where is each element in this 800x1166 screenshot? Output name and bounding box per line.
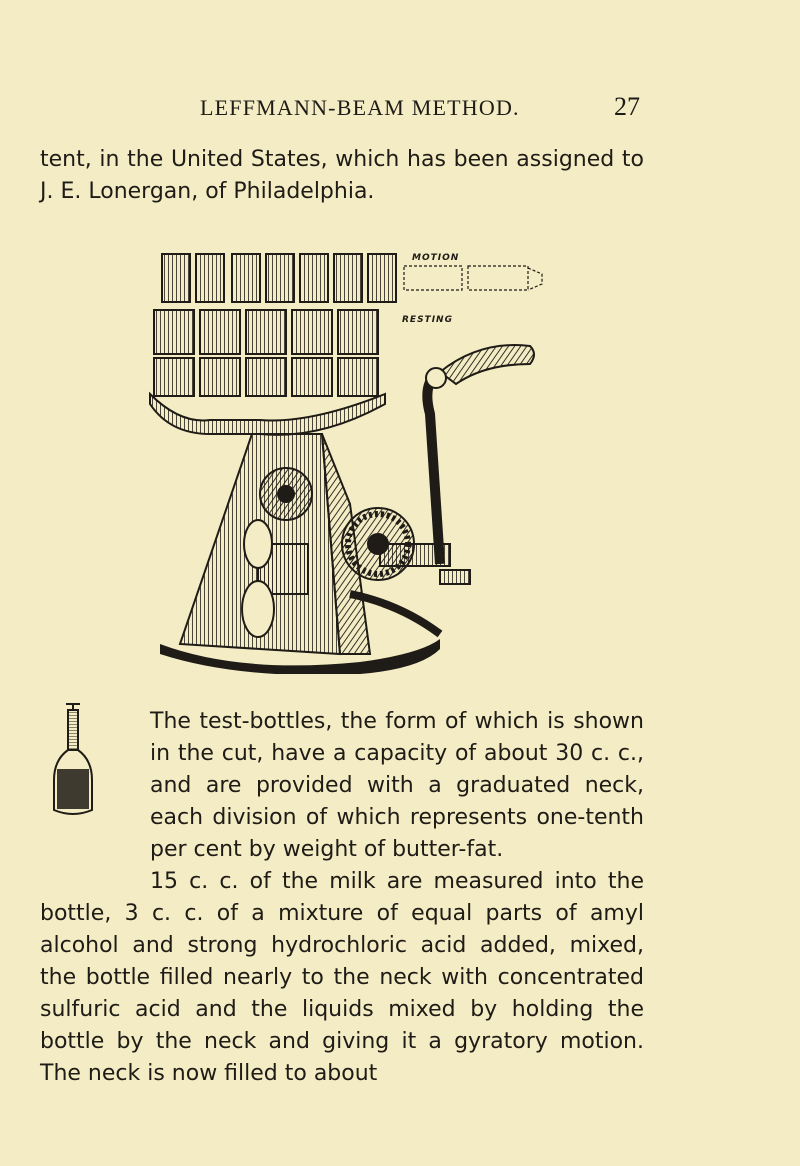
bottle-holders-middle [154,310,378,396]
label-motion: MOTION [412,253,460,263]
bottle-holders-top [162,254,396,302]
paragraph-intro: tent, in the United States, which has been assigned to J. E. Lonergan, of Philadelphia. [40,147,644,204]
running-title: LEFFMANN-BEAM METHOD. [200,95,520,120]
motion-outline [404,266,542,290]
centrifuge-machine-illustration [140,244,550,674]
crank-handle [426,345,534,564]
running-head [200,92,640,122]
paragraph-procedure: 15 c. c. of the milk are measured into the bottle, 3 c. c. of a mixture of equal parts of amyl alcohol and strong hydrochloric acid added, mixed, the bottle filled nearly to the neck with concentrated sulfuric acid and the liquids mixed by holding the bottle by the neck and giving it a gyratory motion. The neck is now filled to about [40,869,644,1086]
rotor-bowl [150,394,385,435]
page-number: 27 [614,92,640,121]
label-resting: RESTING [402,315,453,325]
test-bottle-illustration [46,700,100,820]
paragraph-test-bottles: The test-bottles, the form of which is shown in the cut, have a capacity of about 30 c. c., and are provided with a graduated neck, each division of which represents one-tenth per cent by weight of butter-fat. [150,709,644,862]
